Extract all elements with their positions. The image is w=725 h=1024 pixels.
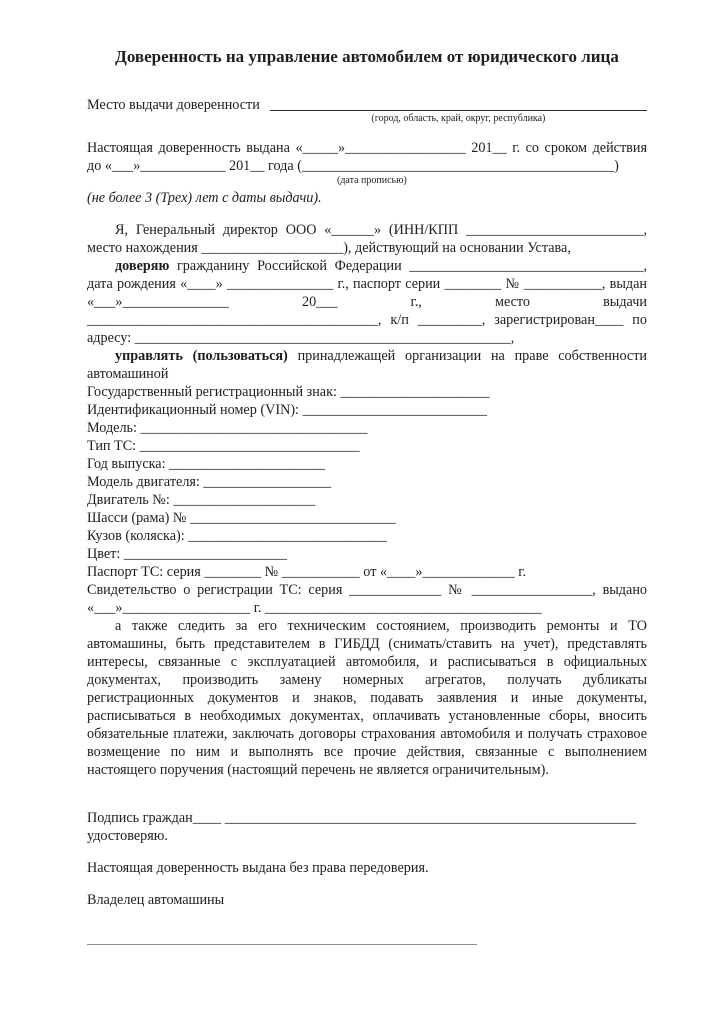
issue-place-fill xyxy=(270,96,647,125)
grant-paragraph xyxy=(87,347,647,383)
owner-label: Владелец автомашины xyxy=(87,892,225,908)
attorney-text: гражданину Российской Федерации _________________________________, дата рождения «____» _______________ г., паспорт серии ________ № ___________, выдан «___»_______________ 20___ г., место выдачи _________________________________________, к/п _________, зарегистрирован____ по адресу: _____________________________________________________, xyxy=(87,258,647,346)
field-engine-model: Модель двигателя: __________________ xyxy=(87,474,332,490)
field-vin: Идентификационный номер (VIN): __________________________ xyxy=(87,402,487,418)
attorney-paragraph xyxy=(87,257,647,347)
attorney-lead-bold: доверяю xyxy=(115,258,170,274)
field-vehicle-type: Тип ТС: _______________________________ xyxy=(87,438,360,454)
grant-text: принадлежащей организации на праве собственности автомашиной xyxy=(87,348,647,382)
field-body: Кузов (коляска): ____________________________ xyxy=(87,528,387,544)
no-substitution-clause: Настоящая доверенность выдана без права передоверия. xyxy=(87,860,429,876)
field-model: Модель: ________________________________ xyxy=(87,420,368,436)
issue-place-row xyxy=(87,96,647,125)
powers-paragraph: а также следить за его техническим состоянием, производить ремонты и ТО автомашины, быть представителем в ГИБДД (снимать/ставить на учет), представлять интересы, связанные с эксплуатацией автомобиля, и расписываться в официальных документах, производить замену номерных агрегатов, получать дубликаты регистрационных документов и знаков, подавать заявления и иные документы, расписываться в необходимых документах, оплачивать установленные сборы, вносить обязательные платежи, заключать договоры страхования автомобиля и получать страховое возмещение по ним и выполнять все прочие действия, связанные с выполнением настоящего поручения (настоящий перечень не является ограничительным). xyxy=(87,618,647,778)
vehicle-fields-block xyxy=(87,383,647,617)
field-year: Год выпуска: ______________________ xyxy=(87,456,326,472)
issue-place-blank-line xyxy=(270,96,647,111)
issue-place-hint: (город, область, край, округ, республика) xyxy=(371,113,546,124)
principal-paragraph: Я, Генеральный директор ООО «______» (ИНН/КПП _________________________, место нахождения ____________________), действующий на основании Устава, xyxy=(87,222,647,256)
document-title: Доверенность на управление автомобилем от юридического лица xyxy=(115,47,619,66)
field-color: Цвет: _______________________ xyxy=(87,546,288,562)
field-vehicle-passport: Паспорт ТС: серия ________ № ___________ от «____»_____________ г. xyxy=(87,564,527,580)
field-registration-plate: Государственный регистрационный знак: _____________________ xyxy=(87,384,490,400)
certify-line: удостоверяю. xyxy=(87,828,168,844)
grant-lead-bold: управлять (пользоваться) xyxy=(115,348,288,364)
citizen-signature-line: Подпись граждан____ __________________________________________________________ xyxy=(87,810,637,826)
validity-note: (не более 3 (Трех) лет с даты выдачи). xyxy=(87,190,322,206)
date-in-words-hint: (дата прописью) xyxy=(337,175,407,186)
field-chassis: Шасси (рама) № _____________________________ xyxy=(87,510,396,526)
field-registration-certificate: Свидетельство о регистрации ТС: серия _____________ № _________________, выдано «___»__________________ г. _______________________________________ xyxy=(87,582,647,616)
validity-paragraph: Настоящая доверенность выдана «_____»_________________ 201__ г. со сроком действия до «___»____________ 201__ года (____________________________________________) xyxy=(87,140,647,174)
issue-place-label: Место выдачи доверенности xyxy=(87,97,260,113)
owner-signature-blank-line xyxy=(87,929,477,945)
field-engine-number: Двигатель №: ____________________ xyxy=(87,492,316,508)
